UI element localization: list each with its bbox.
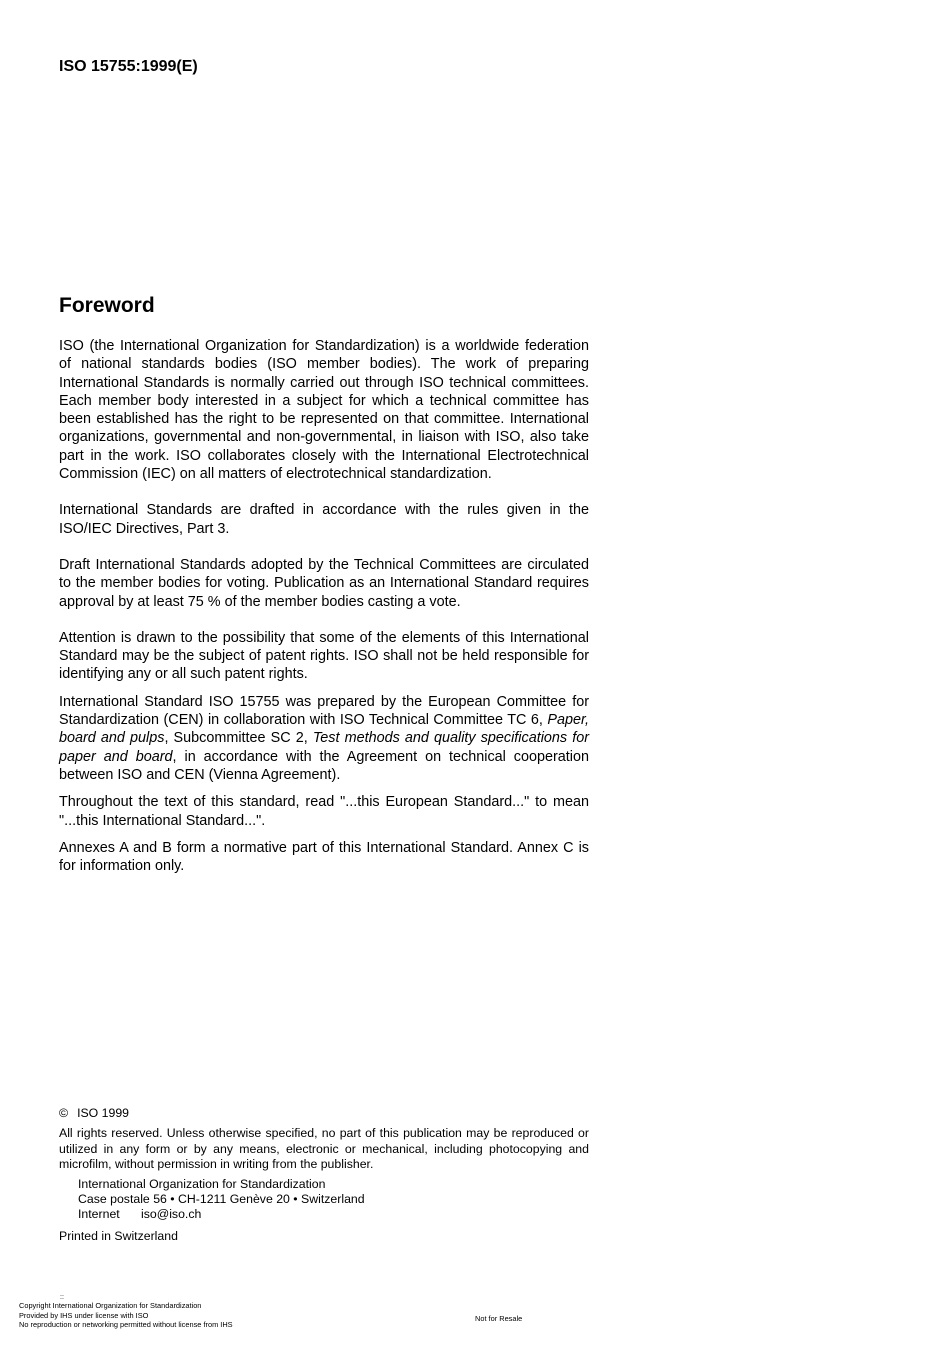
publisher-postal: Case postale 56 • CH-1211 Genève 20 • Switzerland xyxy=(78,1192,365,1207)
publisher-org: International Organization for Standardization xyxy=(78,1176,326,1191)
foreword-paragraph-5 xyxy=(59,693,589,784)
publisher-internet xyxy=(78,1207,589,1222)
footer-line-no-reproduction: No reproduction or networking permitted without license from IHS xyxy=(19,1320,233,1330)
footer-mark: :: xyxy=(60,1294,64,1301)
foreword-paragraph-3: Draft International Standards adopted by the Technical Committees are circulated to the member bodies for voting. Publication as an International Standard requires approval by at least 75 % of the member bodies casting a vote. xyxy=(59,556,589,610)
copyright-owner: ISO 1999 xyxy=(77,1106,130,1120)
printed-in: Printed in Switzerland xyxy=(59,1228,178,1243)
copyright-symbol: © xyxy=(59,1106,69,1120)
internet-label: Internet xyxy=(78,1207,120,1222)
foreword-heading: Foreword xyxy=(59,294,155,317)
footer-line-provided: Provided by IHS under license with ISO xyxy=(19,1310,149,1320)
foreword-paragraph-4: Attention is drawn to the possibility that some of the elements of this International Standard may be the subject of patent rights. ISO shall not be held responsible for identifying any or all such patent rights. xyxy=(59,629,589,683)
p5-text-c: , Subcommittee SC 2, xyxy=(164,730,313,747)
foreword-paragraph-6: Throughout the text of this standard, read "...this European Standard..." to mean "...this International Standard...". xyxy=(59,794,589,829)
document-id: ISO 15755:1999(E) xyxy=(59,58,198,75)
rights-statement: All rights reserved. Unless otherwise specified, no part of this publication may be reproduced or utilized in any form or by any means, electronic or mechanical, including photocopying and microfilm, without permission in writing from the publisher. xyxy=(59,1126,589,1172)
foreword-paragraph-2: International Standards are drafted in accordance with the rules given in the ISO/IEC Directives, Part 3. xyxy=(59,502,589,537)
foreword-paragraph-7: Annexes A and B form a normative part of this International Standard. Annex C is for information only. xyxy=(59,839,589,875)
license-footer xyxy=(19,1295,233,1330)
foreword-paragraph-1: ISO (the International Organization for Standardization) is a worldwide federation of national standards bodies (ISO member bodies). The work of preparing International Standards is normally carried out through ISO technical committees. Each member body interested in a subject for which a technical committee has been established has the right to be represented on that committee. International organizations, governmental and non-governmental, in liaison with ISO, also take part in the work. ISO collaborates closely with the International Electrotechnical Commission (IEC) on all matters of electrotechnical standardization. xyxy=(59,338,589,483)
not-for-resale: Not for Resale xyxy=(475,1314,523,1323)
foreword-body xyxy=(59,337,589,875)
internet-email: iso@iso.ch xyxy=(141,1207,202,1222)
p5-text-a: International Standard ISO 15755 was prepared by the European Committee for Standardization (CEN) in collaboration with ISO Technical Committee TC 6, xyxy=(59,693,589,729)
footer-line-copyright: Copyright International Organization for Standardization xyxy=(19,1301,202,1310)
p5-text-e: , in accordance with the Agreement on technical cooperation between ISO and CEN (Vienna Agreement). xyxy=(59,748,589,783)
p5-subcommittee-title: Test methods and quality specifications for paper and board xyxy=(59,730,589,765)
copyright-block xyxy=(59,1106,589,1244)
publisher-address xyxy=(78,1177,589,1223)
p5-committee-title: Paper, board and pulps xyxy=(59,712,589,747)
copyright-notice xyxy=(59,1106,589,1121)
